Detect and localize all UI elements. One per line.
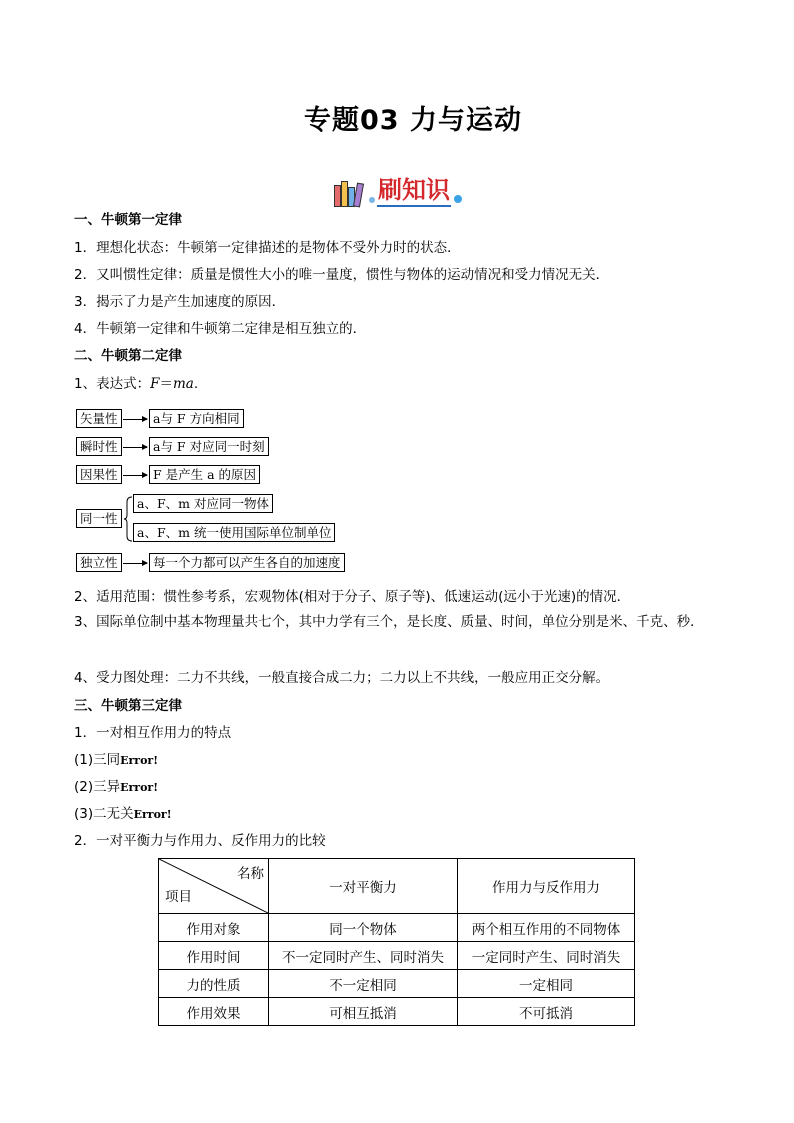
error-text: Error! <box>120 754 159 767</box>
sub-item-label: (2)三异 <box>74 779 121 795</box>
desc-same-2: a、F、m 统一使用国际单位制单位 <box>133 523 335 542</box>
table-cell: 不可抵消 <box>458 998 635 1026</box>
list-item: 1．一对相互作用力的特点 <box>74 725 232 741</box>
formula-label: 1、表达式： <box>74 376 151 392</box>
list-item <box>74 778 158 797</box>
brace-icon <box>124 496 132 542</box>
label-causal: 因果性 <box>76 465 122 484</box>
sub-item-label: (1)三同 <box>74 752 121 768</box>
arrow-icon <box>123 563 147 564</box>
list-item: 3、国际单位制中基本物理量共七个，其中力学有三个，是长度、质量、时间，单位分别是米、千克、秒． <box>74 614 704 630</box>
sub-item-label: (3)二无关 <box>74 806 134 822</box>
list-item <box>74 805 172 824</box>
table-corner-cell <box>159 859 269 914</box>
row-header: 作用效果 <box>159 998 269 1026</box>
table-cell: 不一定同时产生、同时消失 <box>269 942 458 970</box>
desc-instant: a与 F 对应同一时刻 <box>149 437 269 456</box>
table-row <box>159 942 635 970</box>
error-text: Error! <box>133 808 172 821</box>
dot-icon <box>369 197 375 203</box>
table-cell: 可相互抵消 <box>269 998 458 1026</box>
desc-causal: F 是产生 a 的原因 <box>149 465 260 484</box>
label-vector: 矢量性 <box>76 409 122 428</box>
corner-bottom-label: 项目 <box>165 889 192 905</box>
desc-same-1: a、F、m 对应同一物体 <box>133 494 273 513</box>
row-header: 力的性质 <box>159 970 269 998</box>
formula-F: F <box>150 376 160 392</box>
list-item: 1．理想化状态：牛顿第一定律描述的是物体不受外力时的状态． <box>74 240 461 256</box>
formula-ma: ma <box>172 376 194 392</box>
list-item: 4．牛顿第一定律和牛顿第二定律是相互独立的． <box>74 321 367 337</box>
list-item: 2．一对平衡力与作用力、反作用力的比较 <box>74 833 326 849</box>
arrow-icon <box>123 419 147 420</box>
table-row <box>159 914 635 942</box>
table-row <box>159 970 635 998</box>
list-item <box>74 751 158 770</box>
section-heading: 二、牛顿第二定律 <box>74 348 182 364</box>
label-instant: 瞬时性 <box>76 437 122 456</box>
table-cell: 不一定相同 <box>269 970 458 998</box>
arrow-icon <box>123 475 147 476</box>
formula-eq: ＝ <box>159 376 173 392</box>
section-heading: 三、牛顿第三定律 <box>74 698 182 714</box>
table-cell: 一定相同 <box>458 970 635 998</box>
label-same: 同一性 <box>76 509 122 528</box>
table-cell: 同一个物体 <box>269 914 458 942</box>
desc-vector: a与 F 方向相同 <box>149 409 244 428</box>
corner-top-label: 名称 <box>237 866 264 882</box>
column-header: 一对平衡力 <box>269 859 458 914</box>
list-item: 2．又叫惯性定律：质量是惯性大小的唯一量度，惯性与物体的运动情况和受力情况无关． <box>74 267 610 283</box>
list-item: 4、受力图处理：二力不共线，一般直接合成二力；二力以上不共线，一般应用正交分解。 <box>74 670 610 686</box>
row-header: 作用对象 <box>159 914 269 942</box>
section-heading: 一、牛顿第一定律 <box>74 212 182 228</box>
table-cell: 两个相互作用的不同物体 <box>458 914 635 942</box>
label-independent: 独立性 <box>76 553 122 572</box>
arrow-icon <box>123 447 147 448</box>
banner-text: 刷知识 <box>377 175 451 207</box>
list-item: 2、适用范围：惯性参考系，宏观物体(相对于分子、原子等)、低速运动(远小于光速)的情况． <box>74 589 631 605</box>
comparison-table <box>158 858 635 1026</box>
page-title: 专题03 力与运动 <box>304 105 522 136</box>
desc-independent: 每一个力都可以产生各自的加速度 <box>149 553 345 572</box>
section-banner <box>333 173 462 207</box>
error-text: Error! <box>120 781 159 794</box>
formula-end: . <box>193 376 199 392</box>
table-row <box>159 998 635 1026</box>
list-item: 3．揭示了力是产生加速度的原因． <box>74 294 286 310</box>
formula-line <box>74 375 198 393</box>
books-icon <box>333 181 367 207</box>
table-cell: 一定同时产生、同时消失 <box>458 942 635 970</box>
table-header-row <box>159 859 635 914</box>
dot-icon <box>454 195 462 203</box>
column-header: 作用力与反作用力 <box>458 859 635 914</box>
row-header: 作用时间 <box>159 942 269 970</box>
